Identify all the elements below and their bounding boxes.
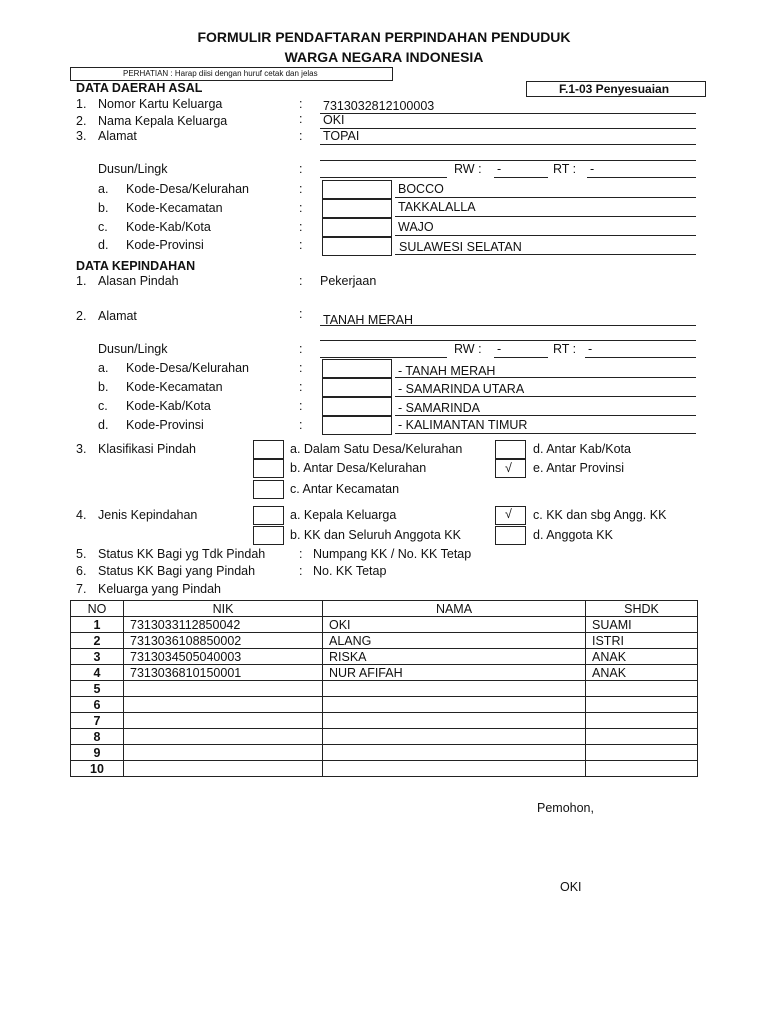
notice-box (70, 67, 393, 81)
colon: : (299, 564, 303, 578)
jenis-num: 4. (76, 508, 87, 522)
pindah-alamat-label: Alamat (98, 309, 137, 323)
cell-no: 2 (71, 633, 124, 649)
checkbox-antar-provinsi[interactable] (495, 459, 526, 478)
kode-desa-box[interactable] (322, 180, 392, 199)
pemohon-name: OKI (560, 880, 582, 894)
cell-nama[interactable] (323, 681, 586, 697)
klasifikasi-opt-c: c. Antar Kecamatan (290, 482, 400, 496)
cell-shdk[interactable] (586, 681, 698, 697)
cell-nik[interactable]: 7313036810150001 (124, 665, 323, 681)
underline (587, 177, 696, 178)
asal-rt-value[interactable]: - (590, 162, 595, 176)
cell-no: 8 (71, 729, 124, 745)
pindah-desa-letter: a. (98, 361, 109, 375)
cell-no: 9 (71, 745, 124, 761)
jenis-opt-d: d. Anggota KK (533, 528, 613, 542)
colon: : (299, 182, 303, 196)
table-row (71, 697, 698, 713)
pemohon-label: Pemohon, (537, 801, 594, 815)
cell-shdk[interactable] (586, 729, 698, 745)
underline (494, 357, 548, 358)
asal-kec-label: Kode-Kecamatan (126, 201, 223, 215)
notice-text: PERHATIAN : Harap diisi dengan huruf cetak dan jelas (123, 69, 318, 78)
kode-kec-box[interactable] (322, 199, 392, 218)
underline (395, 197, 696, 198)
asal-alamat-value[interactable]: TOPAI (323, 129, 360, 143)
checkbox-antar-kecamatan[interactable] (253, 480, 284, 499)
cell-no: 7 (71, 713, 124, 729)
underline (320, 113, 696, 114)
underline (494, 177, 548, 178)
cell-no: 10 (71, 761, 124, 777)
cell-shdk[interactable]: ISTRI (586, 633, 698, 649)
cell-shdk[interactable] (586, 745, 698, 761)
colon: : (299, 97, 303, 111)
status6-label: Status KK Bagi yang Pindah (98, 564, 256, 578)
status7-num: 7. (76, 582, 87, 596)
asal-prov-label: Kode-Provinsi (126, 238, 204, 252)
asal-prov-value[interactable]: SULAWESI SELATAN (399, 240, 522, 254)
asal-desa-value[interactable]: BOCCO (398, 182, 444, 196)
cell-nama[interactable] (323, 697, 586, 713)
klasifikasi-num: 3. (76, 442, 87, 456)
underline (395, 433, 696, 434)
cell-nik[interactable] (124, 761, 323, 777)
asal-kk-label: Nomor Kartu Keluarga (98, 97, 223, 111)
asal-kab-value[interactable]: WAJO (398, 220, 434, 234)
status5-num: 5. (76, 547, 87, 561)
asal-desa-letter: a. (98, 182, 109, 196)
klasifikasi-opt-e: e. Antar Provinsi (533, 461, 625, 475)
cell-nama[interactable]: OKI (323, 617, 586, 633)
colon: : (299, 274, 303, 288)
cell-no: 6 (71, 697, 124, 713)
cell-nik[interactable] (124, 729, 323, 745)
pindah-rw-label: RW : (454, 342, 482, 356)
asal-kk-value[interactable]: 7313032812100003 (323, 99, 435, 113)
cell-no: 1 (71, 617, 124, 633)
header-shdk: SHDK (586, 601, 698, 617)
header-no: NO (71, 601, 124, 617)
colon: : (299, 162, 303, 176)
cell-shdk[interactable] (586, 761, 698, 777)
section-pindah-title: DATA KEPINDAHAN (76, 259, 196, 273)
cell-nama[interactable] (323, 713, 586, 729)
colon: : (299, 220, 303, 234)
klasifikasi-label: Klasifikasi Pindah (98, 442, 196, 456)
dusun-field[interactable] (320, 177, 447, 178)
pindah-prov-letter: d. (98, 418, 109, 432)
klasifikasi-opt-d: d. Antar Kab/Kota (533, 442, 631, 456)
asal-dusun-label: Dusun/Lingk (98, 162, 168, 176)
header-nama: NAMA (323, 601, 586, 617)
table-row (71, 761, 698, 777)
status6-num: 6. (76, 564, 87, 578)
underline (395, 396, 696, 397)
cell-nama[interactable] (323, 729, 586, 745)
klasifikasi-opt-a: a. Dalam Satu Desa/Kelurahan (290, 442, 463, 456)
cell-nama[interactable]: RISKA (323, 649, 586, 665)
table-row (71, 745, 698, 761)
cell-nik[interactable] (124, 745, 323, 761)
underline (395, 254, 696, 255)
pindah-alasan-value[interactable]: Pekerjaan (320, 274, 377, 288)
pindah-rw-value[interactable]: - (497, 342, 502, 356)
colon: : (299, 547, 303, 561)
underline (395, 216, 696, 217)
asal-kepala-num: 2. (76, 114, 87, 128)
pindah-kab-label: Kode-Kab/Kota (126, 399, 211, 413)
pindah-rt-label: RT : (553, 342, 577, 356)
cell-nik[interactable]: 7313033112850042 (124, 617, 323, 633)
underline (320, 340, 696, 341)
table-row (71, 729, 698, 745)
asal-kepala-label: Nama Kepala Keluarga (98, 114, 228, 128)
pindah-alasan-label: Alasan Pindah (98, 274, 179, 288)
table-row (71, 633, 698, 649)
cell-nik[interactable] (124, 697, 323, 713)
pindah-kec-label: Kode-Kecamatan (126, 380, 223, 394)
colon: : (299, 307, 303, 321)
status5-label: Status KK Bagi yg Tdk Pindah (98, 547, 266, 561)
status7-label: Keluarga yang Pindah (98, 582, 222, 596)
colon: : (299, 380, 303, 394)
table-row (71, 649, 698, 665)
checkbox-kepala-keluarga[interactable] (253, 506, 284, 525)
kode-prov-box[interactable] (322, 237, 392, 256)
jenis-label: Jenis Kepindahan (98, 508, 198, 522)
checkbox-antar-kab[interactable] (495, 440, 526, 459)
colon: : (299, 342, 303, 356)
cell-nama[interactable] (323, 761, 586, 777)
asal-prov-letter: d. (98, 238, 109, 252)
asal-kec-value[interactable]: TAKKALALLA (398, 200, 476, 214)
asal-kab-label: Kode-Kab/Kota (126, 220, 211, 234)
kode-kab-box[interactable] (322, 218, 392, 237)
checkmark-icon: √ (505, 461, 512, 475)
cell-nik[interactable]: 7313034505040003 (124, 649, 323, 665)
pindah-kec-letter: b. (98, 380, 109, 394)
cell-nama[interactable] (323, 745, 586, 761)
checkbox-anggota-kk[interactable] (495, 526, 526, 545)
form-title-line2: WARGA NEGARA INDONESIA (284, 49, 484, 65)
underline (395, 235, 696, 236)
checkbox-kk-sbg-angg[interactable] (495, 506, 526, 525)
colon: : (299, 201, 303, 215)
pindah-prov-label: Kode-Provinsi (126, 418, 204, 432)
jenis-opt-b: b. KK dan Seluruh Anggota KK (290, 528, 461, 542)
status6-value[interactable]: No. KK Tetap (313, 564, 387, 578)
pindah-desa-label: Kode-Desa/Kelurahan (126, 361, 249, 375)
cell-shdk[interactable] (586, 697, 698, 713)
jenis-opt-a: a. Kepala Keluarga (290, 508, 397, 522)
checkbox-dalam-satu-desa[interactable] (253, 440, 284, 459)
kode-desa-box[interactable] (322, 359, 392, 378)
cell-nik[interactable]: 7313036108850002 (124, 633, 323, 649)
checkbox-kk-seluruh-anggota[interactable] (253, 526, 284, 545)
kode-prov-box[interactable] (322, 416, 392, 435)
cell-no: 5 (71, 681, 124, 697)
cell-nama[interactable]: NUR AFIFAH (323, 665, 586, 681)
pindah-alamat-value[interactable]: TANAH MERAH (323, 313, 414, 327)
colon: : (299, 129, 303, 143)
asal-rt-label: RT : (553, 162, 577, 176)
asal-alamat-num: 3. (76, 129, 87, 143)
asal-kk-num: 1. (76, 97, 87, 111)
underline (395, 415, 696, 416)
asal-kepala-value[interactable]: OKI (323, 113, 345, 127)
asal-alamat-label: Alamat (98, 129, 137, 143)
cell-shdk[interactable]: SUAMI (586, 617, 698, 633)
form-code: F.1-03 Penyesuaian (559, 82, 670, 96)
pindah-kab-value[interactable]: - SAMARINDA (398, 401, 480, 415)
pindah-alamat-num: 2. (76, 309, 87, 323)
jenis-opt-c: c. KK dan sbg Angg. KK (533, 508, 667, 522)
cell-shdk[interactable] (586, 713, 698, 729)
cell-shdk[interactable]: ANAK (586, 665, 698, 681)
cell-nik[interactable] (124, 713, 323, 729)
table-row (71, 713, 698, 729)
cell-no: 3 (71, 649, 124, 665)
pindah-alasan-num: 1. (76, 274, 87, 288)
pindah-desa-value[interactable]: - TANAH MERAH (398, 364, 496, 378)
status5-value[interactable]: Numpang KK / No. KK Tetap (313, 547, 472, 561)
underline (320, 144, 696, 145)
kode-kec-box[interactable] (322, 378, 392, 397)
pindah-dusun-label: Dusun/Lingk (98, 342, 168, 356)
table-row (71, 665, 698, 681)
family-table (70, 600, 698, 777)
table-header-row (71, 601, 698, 617)
table-row (71, 617, 698, 633)
klasifikasi-opt-b: b. Antar Desa/Kelurahan (290, 461, 427, 475)
cell-shdk[interactable]: ANAK (586, 649, 698, 665)
kode-kab-box[interactable] (322, 397, 392, 416)
underline (320, 128, 696, 129)
cell-nama[interactable]: ALANG (323, 633, 586, 649)
asal-kab-letter: c. (98, 220, 108, 234)
form-code-box (526, 81, 706, 97)
checkmark-icon: √ (505, 507, 512, 521)
underline (320, 325, 696, 326)
colon: : (299, 112, 303, 126)
section-asal-title: DATA DAERAH ASAL (76, 81, 203, 95)
colon: : (299, 238, 303, 252)
dusun-field[interactable] (320, 357, 447, 358)
underline (320, 160, 696, 161)
form-title-line1: FORMULIR PENDAFTARAN PERPINDAHAN PENDUDUK (197, 29, 571, 45)
asal-rw-value[interactable]: - (497, 162, 502, 176)
colon: : (299, 418, 303, 432)
header-nik: NIK (124, 601, 323, 617)
asal-rw-label: RW : (454, 162, 482, 176)
cell-nik[interactable] (124, 681, 323, 697)
pindah-prov-value[interactable]: - KALIMANTAN TIMUR (398, 418, 528, 432)
table-row (71, 681, 698, 697)
pindah-kab-letter: c. (98, 399, 108, 413)
pindah-rt-value[interactable]: - (588, 342, 593, 356)
cell-no: 4 (71, 665, 124, 681)
underline (585, 357, 696, 358)
checkbox-antar-desa[interactable] (253, 459, 284, 478)
underline (395, 377, 696, 378)
asal-kec-letter: b. (98, 201, 109, 215)
colon: : (299, 361, 303, 375)
asal-desa-label: Kode-Desa/Kelurahan (126, 182, 249, 196)
pindah-kec-value[interactable]: - SAMARINDA UTARA (398, 382, 525, 396)
colon: : (299, 399, 303, 413)
